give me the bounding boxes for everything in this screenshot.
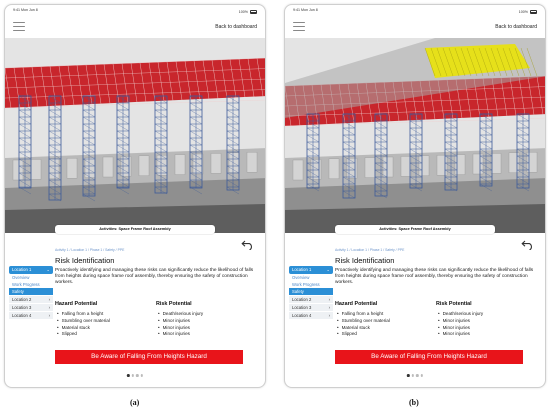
page-dot[interactable] [407, 374, 410, 377]
list-item: • Minor injuries [158, 325, 203, 332]
location-nav [9, 266, 53, 319]
undo-icon[interactable] [241, 238, 255, 250]
battery-level: 100% [518, 10, 528, 14]
page-dot[interactable] [416, 374, 419, 377]
location-select[interactable]: Location 1 ⌄ [9, 266, 53, 274]
list-item: • Minor injuries [158, 318, 203, 325]
list-item: • Death/serious injury [158, 311, 203, 318]
chevron-right-icon: › [328, 313, 330, 318]
list-item: • Stumbling over material [57, 318, 110, 325]
model-viewer[interactable] [5, 38, 266, 233]
bim-model-render [285, 38, 546, 233]
hazard-list [57, 311, 110, 338]
risk-potential-heading: Risk Potential [156, 301, 192, 307]
nav-item-overview[interactable]: Overview [12, 275, 30, 280]
page-title: Risk Identification [335, 256, 395, 265]
page-title: Risk Identification [55, 256, 115, 265]
model-viewer[interactable] [285, 38, 546, 233]
nav-item-overview[interactable]: Overview [292, 275, 310, 280]
nav-item-safety[interactable]: Safety [9, 288, 53, 295]
risk-potential-list [438, 311, 483, 338]
location-item-3[interactable]: Location 3 › [289, 304, 333, 311]
location-select[interactable]: Location 1 ⌄ [289, 266, 333, 274]
activity-banner: Activities: Space Frame Roof Assembly [335, 225, 495, 234]
undo-icon[interactable] [521, 238, 535, 250]
nav-item-safety[interactable]: Safety [289, 288, 333, 295]
battery-icon [250, 10, 257, 13]
tablet-panel-b [284, 4, 546, 388]
list-item: • Minor injuries [158, 331, 203, 338]
breadcrumb[interactable]: Activity 1 / Location 1 / Phase 1 / Safety / PPE [335, 248, 405, 252]
list-item: • Falling from a height [337, 311, 390, 318]
risk-potential-list [158, 311, 203, 338]
risk-description: Proactively identifying and managing these risks can significantly reduce the likelihood of falls from heights during space frame roof assembly, thereby ensuring the safety of construction workers. [335, 268, 534, 285]
list-item: • Stumbling over material [337, 318, 390, 325]
activity-banner: Activities: Space Frame Roof Assembly [55, 225, 215, 234]
back-to-dashboard-link[interactable]: Back to dashboard [495, 24, 537, 30]
breadcrumb[interactable]: Activity 1 / Location 1 / Phase 1 / Safety / PPE [55, 248, 125, 252]
list-item: • Minor injuries [438, 325, 483, 332]
page-dot[interactable] [131, 374, 134, 377]
page-dot[interactable] [421, 374, 424, 377]
hazard-alert-button[interactable]: Be Aware of Falling From Heights Hazard [335, 350, 523, 364]
nav-item-work-progress[interactable]: Work Progress [12, 282, 40, 287]
chevron-right-icon: › [328, 305, 330, 310]
location-item-4[interactable]: Location 4 › [9, 312, 53, 319]
battery-level: 100% [238, 10, 248, 14]
chevron-right-icon: › [48, 297, 50, 302]
chevron-right-icon: › [48, 313, 50, 318]
list-item: • Minor injuries [438, 331, 483, 338]
caption-a: (a) [130, 398, 140, 407]
page-dot[interactable] [136, 374, 139, 377]
menu-icon[interactable] [13, 22, 25, 31]
menu-icon[interactable] [293, 22, 305, 31]
battery-icon [530, 10, 537, 13]
risk-description: Proactively identifying and managing these risks can significantly reduce the likelihood of falls from heights during space frame roof assembly, thereby ensuring the safety of construction workers. [55, 268, 254, 285]
page-dot[interactable] [411, 374, 414, 377]
page-indicator[interactable] [407, 374, 423, 377]
location-item-4[interactable]: Location 4 › [289, 312, 333, 319]
list-item: • Material stuck [57, 325, 110, 332]
chevron-right-icon: › [328, 297, 330, 302]
list-item: • Slipped [57, 331, 110, 338]
back-to-dashboard-link[interactable]: Back to dashboard [215, 24, 257, 30]
status-date: Mon Jun 8 [301, 8, 318, 12]
hazard-alert-button[interactable]: Be Aware of Falling From Heights Hazard [55, 350, 243, 364]
page-dot[interactable] [141, 374, 144, 377]
location-item-2[interactable]: Location 2 › [9, 296, 53, 303]
chevron-down-icon: ⌄ [46, 267, 50, 272]
location-nav [289, 266, 333, 319]
list-item: • Slipped [337, 331, 390, 338]
location-item-3[interactable]: Location 3 › [9, 304, 53, 311]
status-time: 9:41 [293, 8, 300, 12]
list-item: • Death/serious injury [438, 311, 483, 318]
status-bar [13, 8, 257, 16]
chevron-right-icon: › [48, 305, 50, 310]
hazard-list [337, 311, 390, 338]
list-item: • Falling from a height [57, 311, 110, 318]
risk-potential-heading: Risk Potential [436, 301, 472, 307]
bim-model-render [5, 38, 266, 233]
list-item: • Material stuck [337, 325, 390, 332]
tablet-panel-a [4, 4, 266, 388]
chevron-down-icon: ⌄ [326, 267, 330, 272]
page-indicator[interactable] [127, 374, 143, 377]
caption-b: (b) [409, 398, 419, 407]
page-dot[interactable] [127, 374, 130, 377]
location-item-2[interactable]: Location 2 › [289, 296, 333, 303]
status-date: Mon Jun 8 [21, 8, 38, 12]
list-item: • Minor injuries [438, 318, 483, 325]
status-bar [293, 8, 537, 16]
nav-item-work-progress[interactable]: Work Progress [292, 282, 320, 287]
hazard-heading: Hazard Potential [335, 301, 378, 307]
hazard-heading: Hazard Potential [55, 301, 98, 307]
status-time: 9:41 [13, 8, 20, 12]
